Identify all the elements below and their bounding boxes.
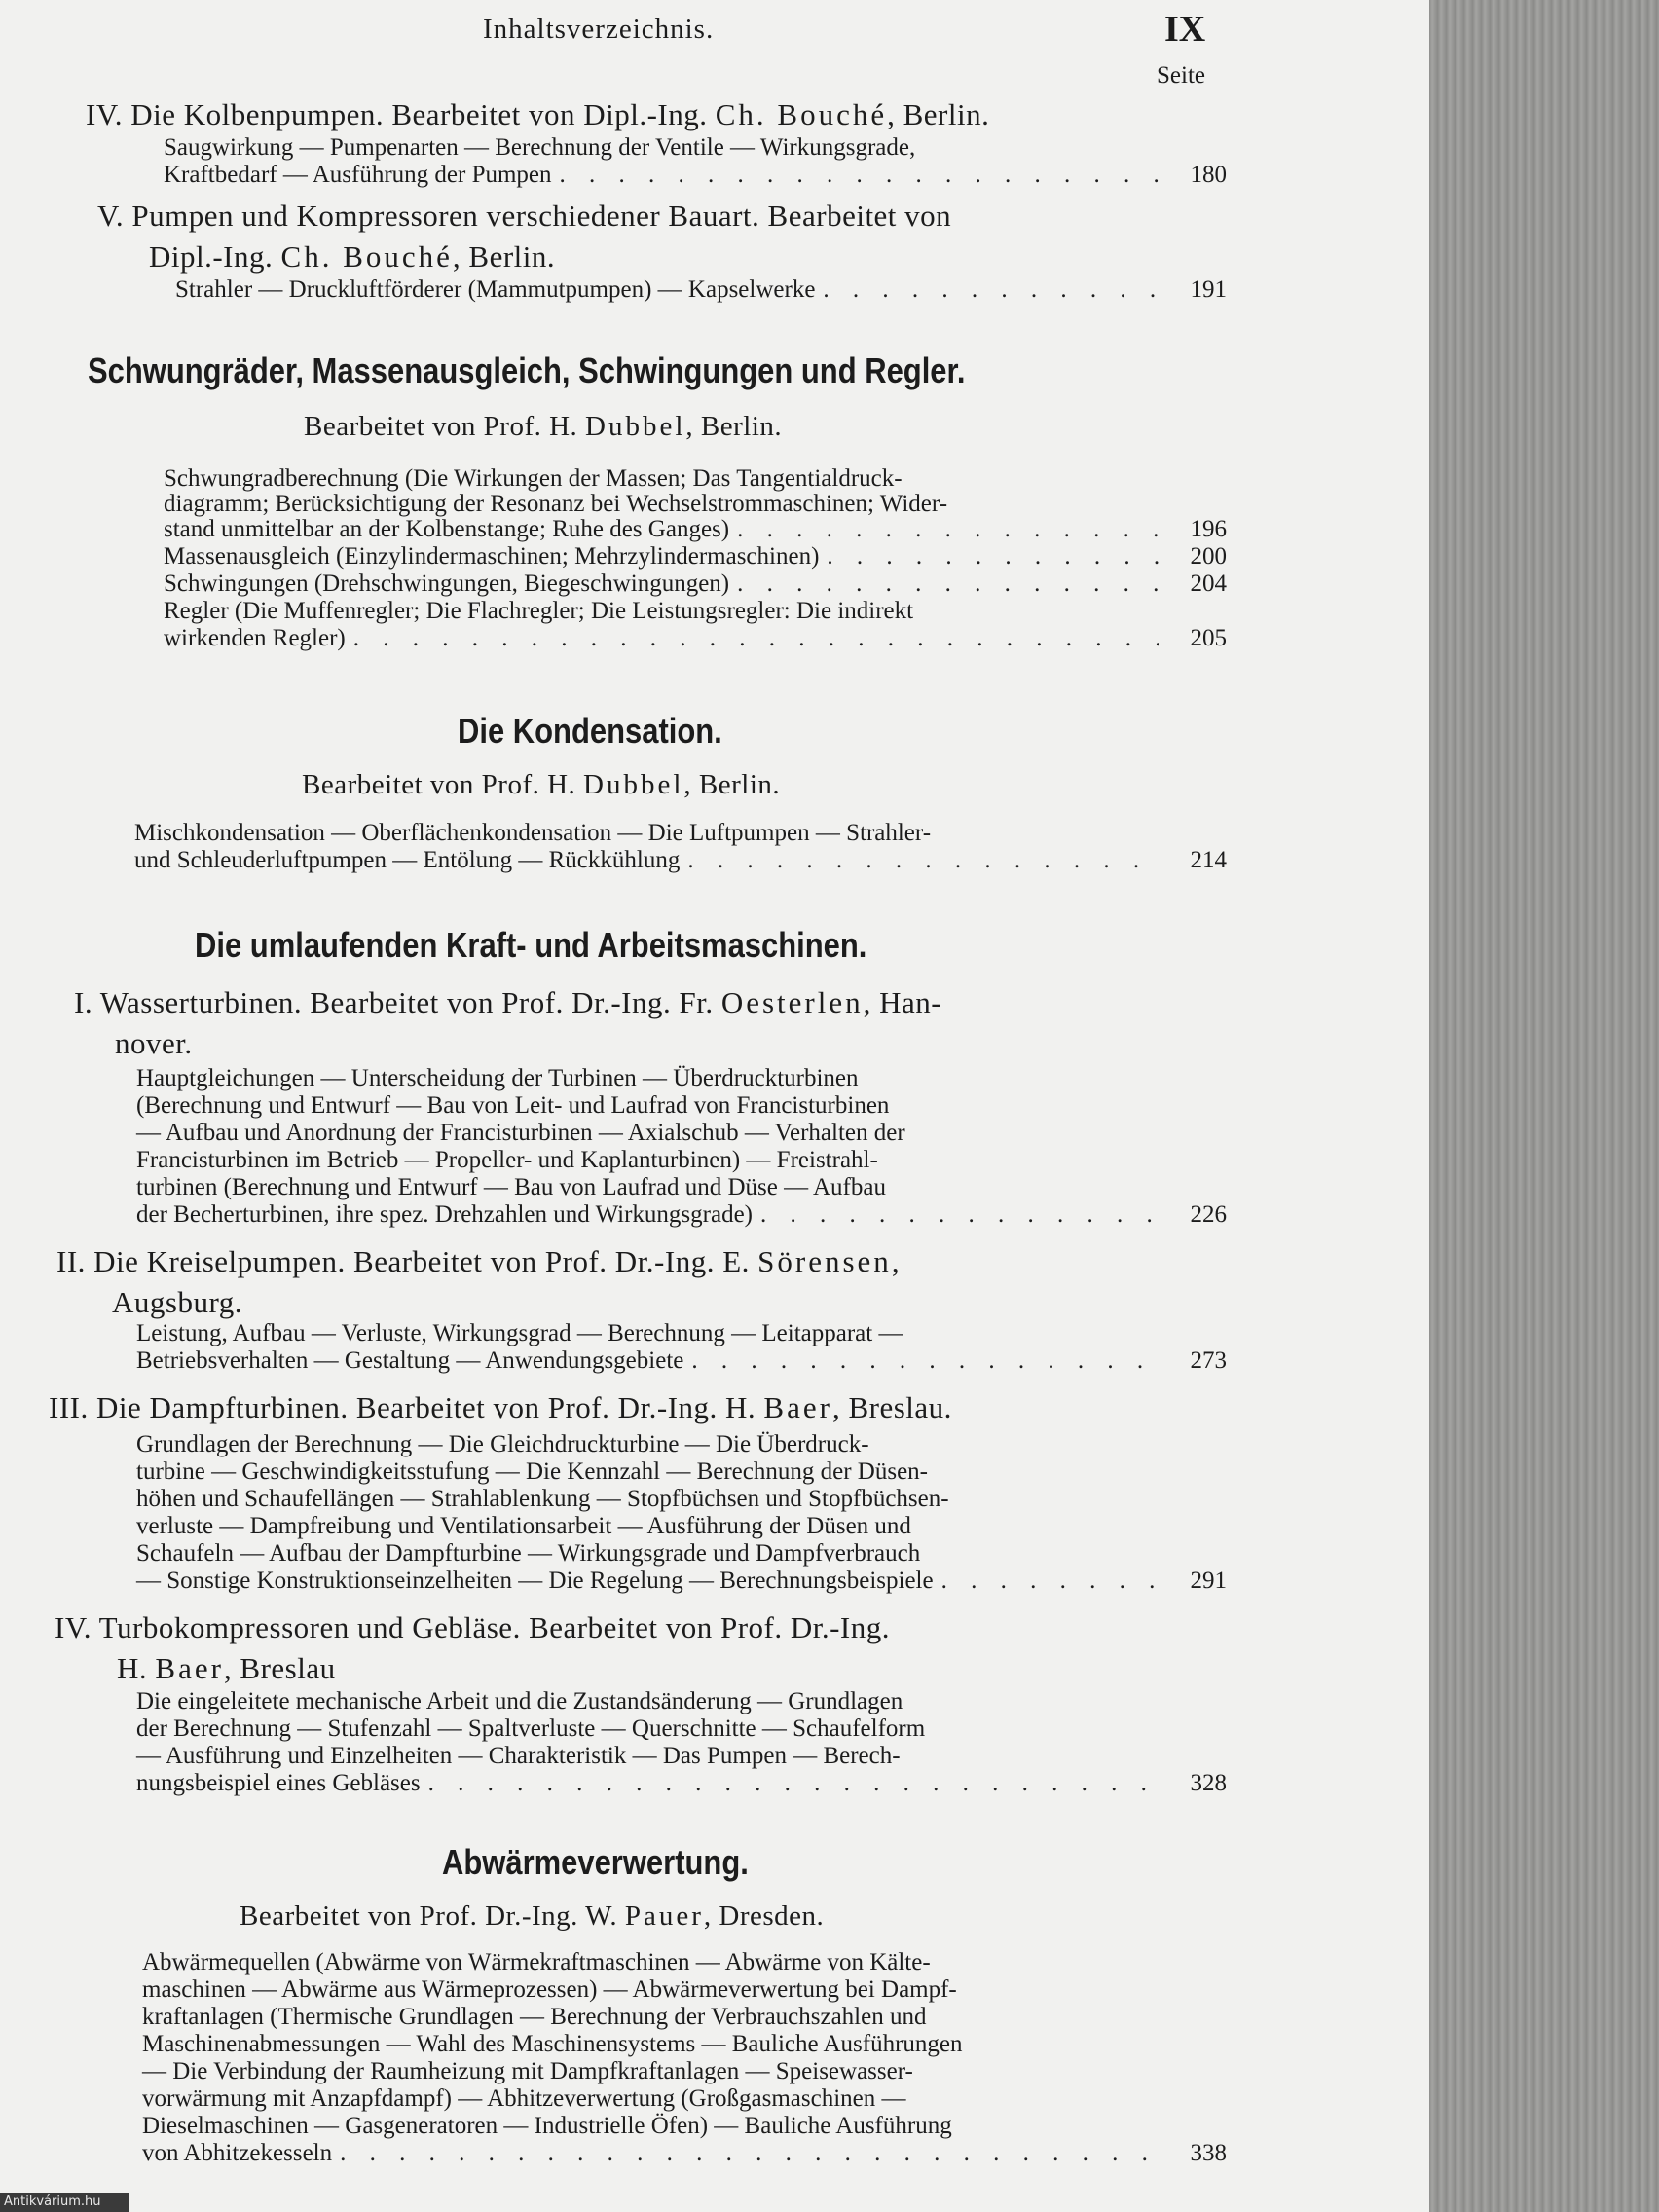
leader-dots (737, 516, 1159, 543)
section-heading-umlaufende: Die umlaufenden Kraft- und Arbeitsmaschinen. (195, 925, 867, 965)
topics-line: verluste — Dampfreibung und Ventilationsarbeit — Ausführung der Düsen und (136, 1513, 911, 1539)
entry-iv-topics-line: Saugwirkung — Pumpenarten — Berechnung der Ventile — Wirkungsgrade, (164, 134, 916, 161)
topics-line: höhen und Schaufellängen — Strahlablenkung — Stopfbüchsen und Stopfbüchsen- (136, 1486, 949, 1512)
toc-row-text: der Becherturbinen, ihre spez. Drehzahlen und Wirkungsgrade) (136, 1201, 754, 1228)
topics-line: diagramm; Berücksichtigung der Resonanz bei Wechselstrommaschinen; Wider- (164, 491, 948, 517)
topics-line: (Berechnung und Entwurf — Bau von Leit- und Laufrad von Francisturbinen (136, 1092, 890, 1119)
toc-row-text: wirkenden Regler) (164, 625, 346, 651)
byline-author: Dubbel (583, 769, 684, 800)
section-byline (304, 411, 782, 443)
entry-ii-title-cont: Augsburg. (112, 1285, 242, 1319)
entry-i-title-cont: nover. (115, 1026, 193, 1060)
toc-row-text: Betriebsverhalten — Gestaltung — Anwendungsgebiete (136, 1347, 684, 1374)
watermark: Antikvárium.hu (0, 2193, 129, 2212)
seite-label: Seite (1157, 62, 1205, 89)
topics-line: Maschinenabmessungen — Wahl des Maschinensystems — Bauliche Ausführungen (142, 2031, 963, 2057)
toc-row (164, 625, 1227, 652)
entry-v-city: , Berlin. (452, 240, 556, 274)
leader-dots (827, 543, 1159, 571)
toc-row (134, 847, 1227, 874)
leader-dots (560, 162, 1159, 189)
entry-v-title: V. Pumpen und Kompressoren verschiedener Bauart. Bearbeitet von (97, 199, 952, 233)
topics-line: turbinen (Berechnung und Entwurf — Bau von Laufrad und Düse — Aufbau (136, 1174, 886, 1200)
topics-line: Dieselmaschinen — Gasgeneratoren — Industrielle Öfen) — Bauliche Ausführung (142, 2113, 952, 2139)
byline-text: Bearbeitet von Prof. H. (302, 769, 576, 800)
topics-line: Leistung, Aufbau — Verluste, Wirkungsgrad — Berechnung — Leitapparat — (136, 1320, 903, 1346)
toc-row (164, 516, 1227, 543)
topics-line: vorwärmung mit Anzapfdampf) — Abhitzeverwertung (Großgasmaschinen — (142, 2085, 906, 2112)
running-header: Inhaltsverzeichnis. (483, 14, 715, 45)
leader-dots (823, 276, 1159, 304)
entry-i-title (74, 985, 941, 1020)
topics-line: Regler (Die Muffenregler; Die Flachregler; Die Leistungsregler: Die indirekt (164, 598, 914, 624)
leader-dots (737, 571, 1159, 598)
entry-iv-title (86, 97, 989, 132)
toc-row-text: stand unmittelbar an der Kolbenstange; Ruhe des Ganges) (164, 516, 730, 542)
toc-row-page: 328 (1190, 1770, 1227, 1796)
entry-iv-page: 180 (1190, 162, 1227, 188)
leader-dots (687, 847, 1159, 874)
section-heading-schwungraeder: Schwungräder, Massenausgleich, Schwingungen und Regler. (88, 350, 966, 390)
entry-iv-turbo-title-cont (117, 1651, 336, 1686)
entry-iv-topics-text: Kraftbedarf — Ausführung der Pumpen (164, 162, 552, 188)
toc-row-text: und Schleuderluftpumpen — Entölung — Rückkühlung (134, 847, 681, 873)
toc-row-text: von Abhitzekesseln (142, 2140, 333, 2166)
entry-iii-title (49, 1390, 952, 1425)
entry-v-title-cont (149, 240, 555, 275)
entry-v-title-text: Dipl.-Ing. (149, 240, 274, 274)
topics-line: Schaufeln — Aufbau der Dampfturbine — Wirkungsgrade und Dampfverbrauch (136, 1540, 921, 1567)
section-heading-abwaerme: Abwärmeverwertung. (442, 1842, 749, 1882)
page-edge-shadow (1429, 0, 1659, 2212)
topics-line: Francisturbinen im Betrieb — Propeller- und Kaplanturbinen) — Freistrahl- (136, 1147, 878, 1173)
topics-line: der Berechnung — Stufenzahl — Spaltverluste — Querschnitte — Schaufelform (136, 1715, 926, 1742)
entry-iv-author: Ch. Bouché (715, 97, 888, 131)
toc-row-page: 196 (1190, 516, 1227, 542)
toc-row-page: 291 (1190, 1567, 1227, 1594)
toc-row-page: 226 (1190, 1201, 1227, 1228)
entry-iv-turbo-title: IV. Turbokompressoren und Gebläse. Bearbeitet von Prof. Dr.-Ing. (55, 1610, 890, 1644)
page-number: IX (1164, 9, 1206, 50)
entry-ii-title (56, 1244, 900, 1279)
byline-city: , Berlin. (683, 769, 781, 800)
toc-row (164, 543, 1227, 571)
toc-row-page: 205 (1190, 625, 1227, 651)
entry-iv-turbo-author: Baer (155, 1651, 224, 1685)
leader-dots (340, 2140, 1159, 2167)
topics-line: turbine — Geschwindigkeitsstufung — Die Kennzahl — Berechnung der Düsen- (136, 1458, 929, 1485)
entry-v-page: 191 (1190, 276, 1227, 303)
entry-iv-title-text: IV. Die Kolbenpumpen. Bearbeitet von Dipl.-Ing. (86, 97, 708, 131)
topics-line: Hauptgleichungen — Unterscheidung der Turbinen — Überdruckturbinen (136, 1065, 859, 1091)
toc-row (136, 1567, 1227, 1595)
toc-row-text: nungsbeispiel eines Gebläses (136, 1770, 421, 1796)
entry-ii-author: Sörensen (757, 1244, 892, 1278)
toc-row (136, 1201, 1227, 1229)
topics-line: Mischkondensation — Oberflächenkondensation — Die Luftpumpen — Strahler- (134, 820, 932, 846)
topics-line: — Aufbau und Anordnung der Francisturbinen — Axialschub — Verhalten der (136, 1120, 905, 1146)
topics-line: kraftanlagen (Thermische Grundlagen — Berechnung der Verbrauchszahlen und (142, 2004, 927, 2030)
byline-author: Dubbel (585, 411, 686, 442)
entry-iv-city: , Berlin. (887, 97, 990, 131)
topics-line: maschinen — Abwärme aus Wärmeprozessen) — Abwärmeverwertung bei Dampf- (142, 1976, 957, 2003)
topics-line: — Die Verbindung der Raumheizung mit Dampfkraftanlagen — Speisewasser- (142, 2058, 913, 2084)
toc-row-page: 338 (1190, 2140, 1227, 2166)
entry-iv-turbo-title-text: H. (117, 1651, 148, 1685)
byline-author: Pauer (624, 1900, 704, 1932)
entry-iii-title-end: , Breslau. (831, 1390, 952, 1424)
entry-iv-turbo-city: , Breslau (223, 1651, 336, 1685)
topics-line: Abwärmequellen (Abwärme von Wärmekraftmaschinen — Abwärme von Kälte- (142, 1949, 931, 1975)
entry-ii-title-end: , (891, 1244, 901, 1278)
entry-iii-title-text: III. Die Dampfturbinen. Bearbeitet von Prof. Dr.-Ing. H. (49, 1390, 756, 1424)
entry-v-topics-text: Strahler — Druckluftförderer (Mammutpumpen) — Kapselwerke (175, 276, 816, 303)
leader-dots (428, 1770, 1159, 1797)
toc-row-page: 273 (1190, 1347, 1227, 1374)
entry-i-title-text: I. Wasserturbinen. Bearbeitet von Prof. Dr.-Ing. Fr. (74, 985, 714, 1019)
toc-row-page: 200 (1190, 543, 1227, 570)
entry-ii-title-text: II. Die Kreiselpumpen. Bearbeitet von Prof. Dr.-Ing. E. (56, 1244, 750, 1278)
leader-dots (353, 625, 1159, 652)
entry-iii-author: Baer (763, 1390, 832, 1424)
byline-text: Bearbeitet von Prof. Dr.-Ing. W. (240, 1900, 618, 1932)
entry-i-author: Oesterlen (720, 985, 864, 1019)
topics-line: Die eingeleitete mechanische Arbeit und die Zustandsänderung — Grundlagen (136, 1688, 903, 1714)
toc-row-text: Massenausgleich (Einzylindermaschinen; Mehrzylindermaschinen) (164, 543, 820, 570)
toc-row (164, 571, 1227, 598)
section-heading-kondensation: Die Kondensation. (458, 711, 722, 751)
toc-row-text: Schwingungen (Drehschwingungen, Biegeschwingungen) (164, 571, 730, 597)
byline-text: Bearbeitet von Prof. H. (304, 411, 578, 442)
leader-dots (691, 1347, 1159, 1375)
entry-v-topics (175, 276, 1227, 304)
section-byline (240, 1900, 824, 1933)
section-byline (302, 769, 780, 801)
leader-dots (941, 1567, 1159, 1595)
byline-city: , Dresden. (703, 1900, 825, 1932)
topics-line: Grundlagen der Berechnung — Die Gleichdruckturbine — Die Überdruck- (136, 1431, 869, 1457)
toc-row (136, 1770, 1227, 1797)
toc-row (142, 2140, 1227, 2167)
toc-row-text: — Sonstige Konstruktionseinzelheiten — Die Regelung — Berechnungsbeispiele (136, 1567, 934, 1594)
byline-city: , Berlin. (685, 411, 783, 442)
entry-iv-topics-last (164, 162, 1227, 189)
leader-dots (760, 1201, 1159, 1229)
topics-line: — Ausführung und Einzelheiten — Charakteristik — Das Pumpen — Berech- (136, 1743, 901, 1769)
toc-row (136, 1347, 1227, 1375)
entry-i-title-end: , Han- (863, 985, 942, 1019)
toc-row-page: 214 (1190, 847, 1227, 873)
toc-row-page: 204 (1190, 571, 1227, 597)
topics-line: Schwungradberechnung (Die Wirkungen der Massen; Das Tangentialdruck- (164, 465, 903, 492)
entry-v-author: Ch. Bouché (280, 240, 453, 274)
